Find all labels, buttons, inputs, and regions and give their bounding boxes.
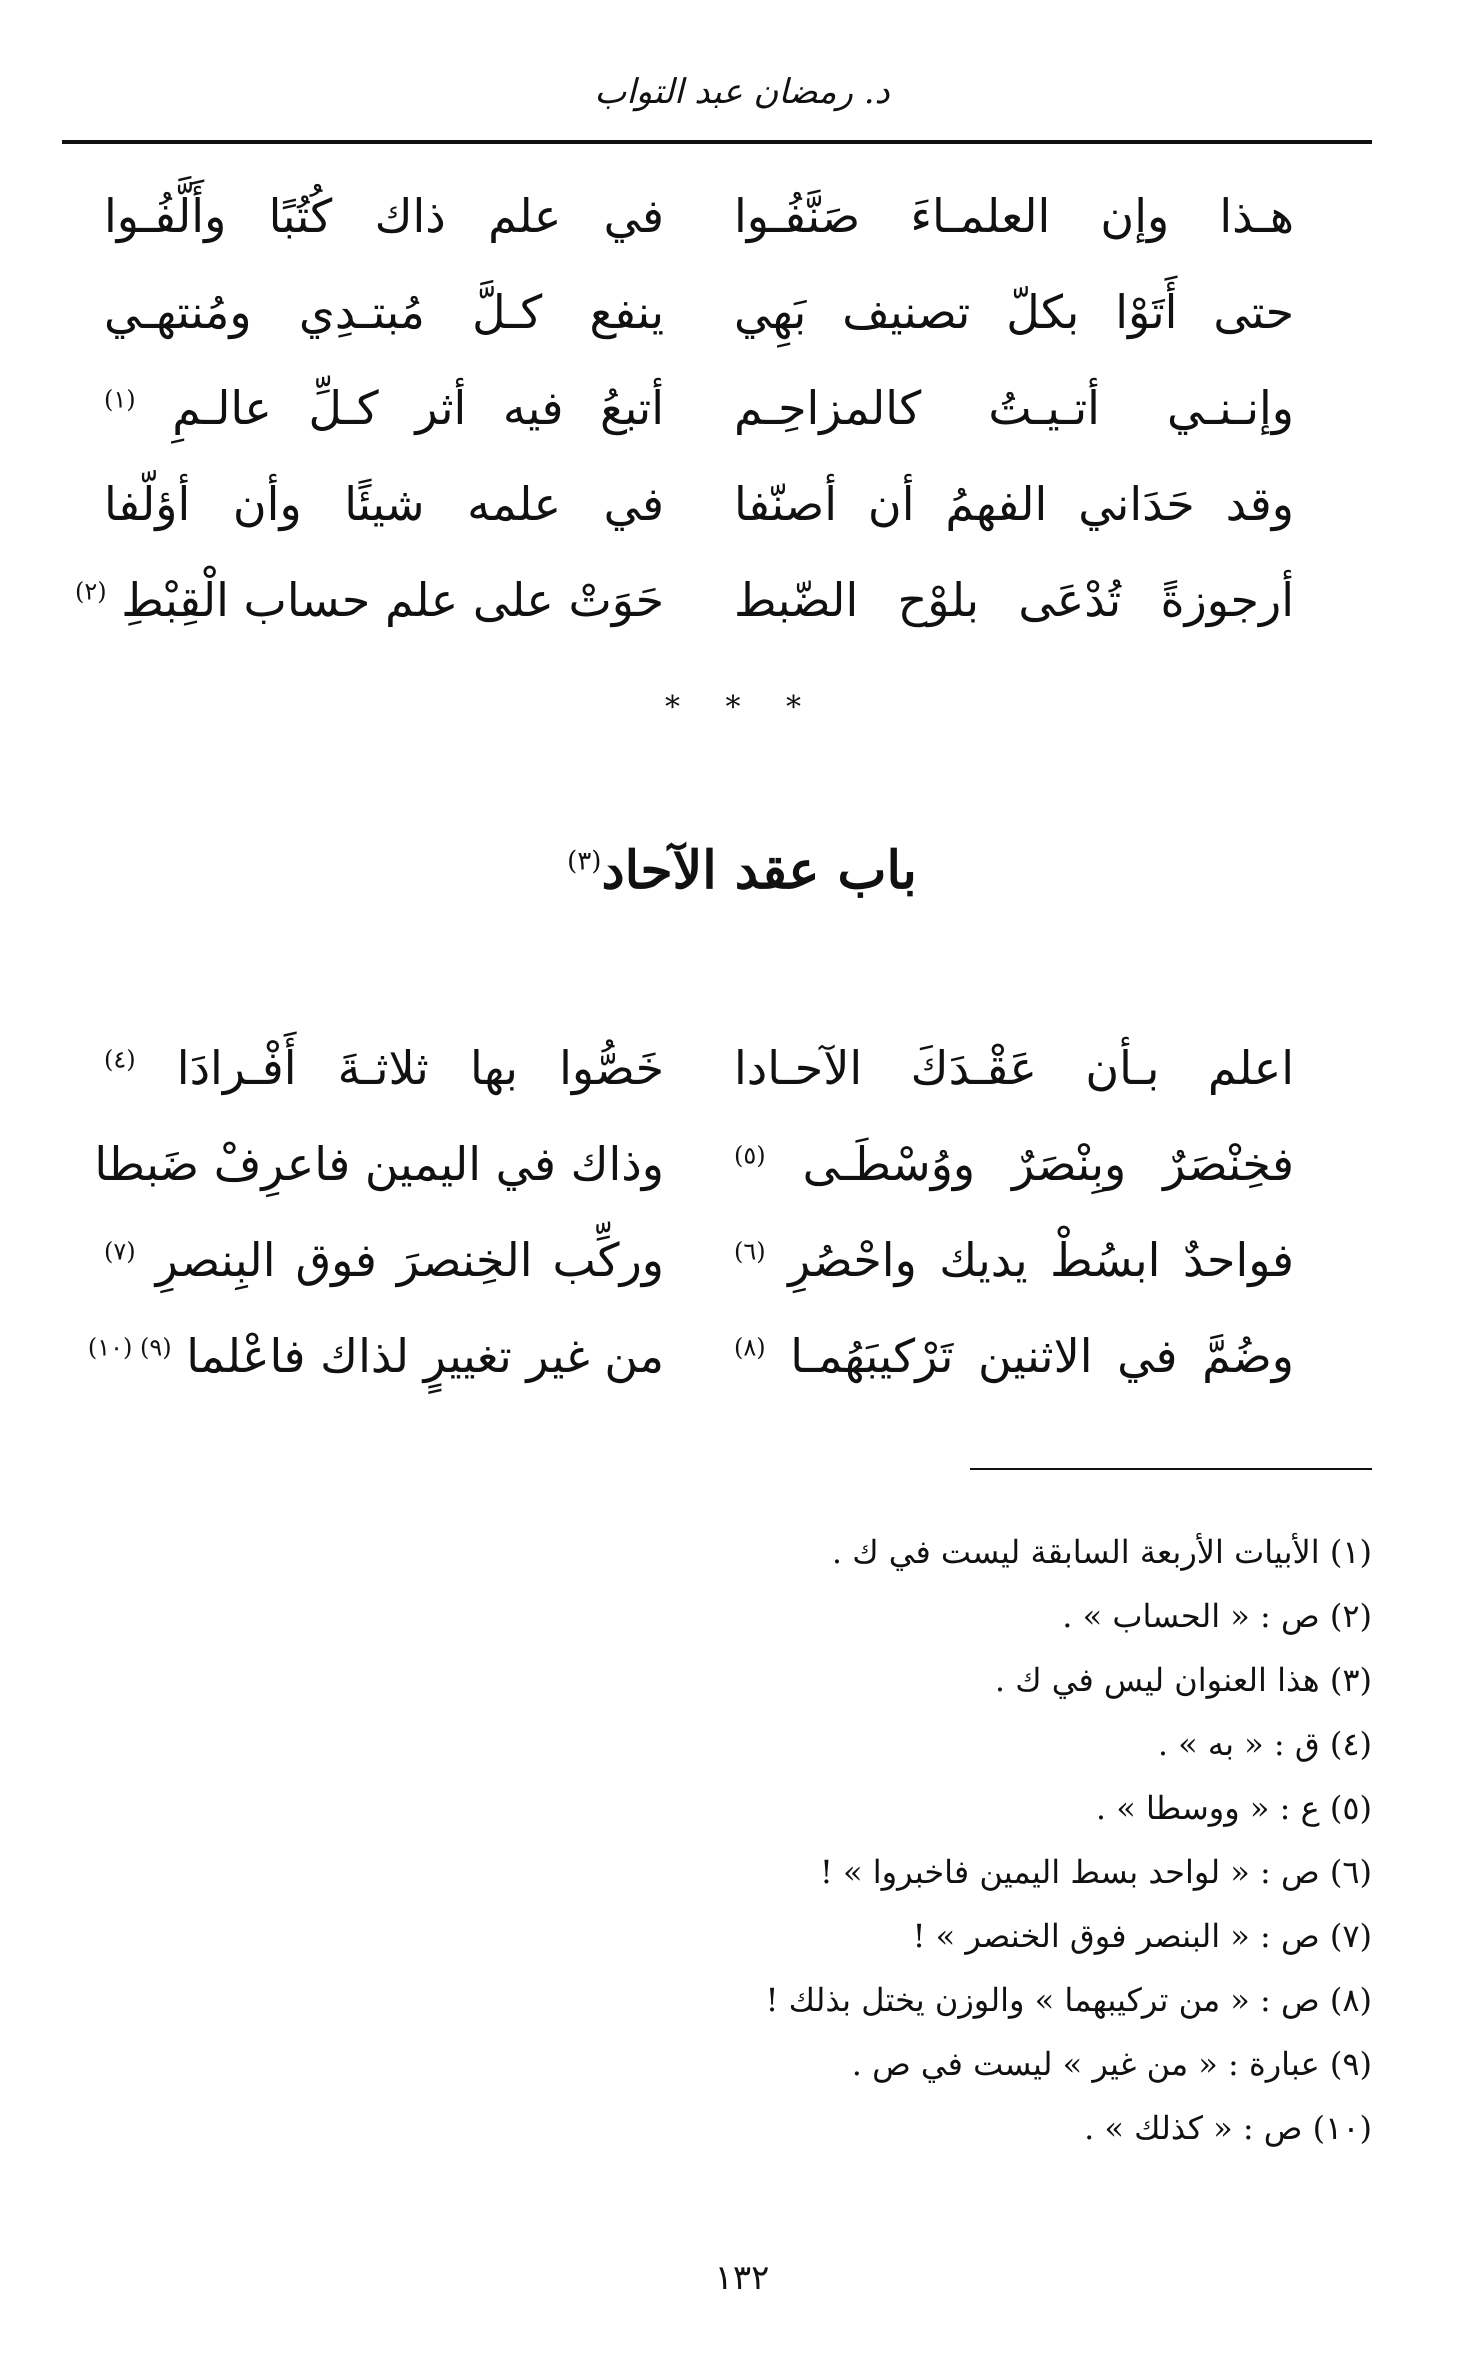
hemistich-text: وإنـنـي أتـيـتُ كالمزاحِـم (734, 381, 1294, 435)
verse-second-hemistich (94, 1116, 664, 1212)
hemistich-text: وقد حَدَاني الفهمُ أن أصنّفا (734, 477, 1294, 531)
verse-first-hemistich (734, 552, 1294, 648)
section-heading (0, 840, 1484, 901)
verse-first-hemistich (734, 168, 1294, 264)
running-header: د. رمضان عبد التواب (594, 72, 890, 112)
footnote-item: (٥) ع : « ووسطا » . (1095, 1789, 1372, 1827)
verse-line (0, 1308, 1484, 1404)
verse-second-hemistich (104, 1020, 664, 1116)
footnote-ref: (٣) (567, 846, 602, 877)
hemistich-text: فخِنْصَرٌ وبِنْصَرٌ ووُسْطَـى (802, 1137, 1294, 1191)
hemistich-text: وذاك في اليمين فاعرِفْ ضَبطا (94, 1137, 664, 1191)
hemistich-text: ينفع كـلَّ مُبتـدِي ومُنتهـي (104, 285, 664, 339)
hemistich-text: من غير تغييرٍ لذاك فاعْلما (186, 1329, 664, 1383)
hemistich-text: أرجوزةً تُدْعَى بلوْح الضّبط (734, 573, 1294, 627)
hemistich-text: فواحدٌ ابسُطْ يديك واحْصُرِ (788, 1233, 1294, 1287)
header-rule (62, 140, 1372, 144)
footnote-ref: (٤) (104, 1045, 136, 1074)
footnote-item: (٣) هذا العنوان ليس في ك . (994, 1661, 1372, 1699)
footnote-item: (٤) ق : « به » . (1157, 1725, 1372, 1763)
verse-second-hemistich (104, 1212, 664, 1308)
hemistich-text: اعلم بـأن عَقْـدَكَ الآحـادا (734, 1041, 1294, 1095)
hemistich-text: هـذا وإن العلمـاءَ صَنَّفُـوا (734, 189, 1294, 243)
section-title: باب عقد الآحاد (601, 840, 917, 901)
verse-second-hemistich (104, 264, 664, 360)
verse-second-hemistich (104, 360, 664, 456)
verse-line (0, 264, 1484, 360)
hemistich-text: حَوَتْ على علم حساب الْقِبْطِ (121, 573, 664, 627)
footnote-item: (٢) ص : « الحساب » . (1062, 1597, 1372, 1635)
footnote-item: (٧) ص : « البنصر فوق الخنصر » ! (912, 1917, 1372, 1955)
hemistich-text: في علمه شيئًا وأن أؤلّفا (104, 477, 664, 531)
footnote-ref: (٧) (104, 1237, 136, 1266)
footnote-rule (970, 1468, 1372, 1470)
verse-first-hemistich (734, 264, 1294, 360)
section-ref-wrap (567, 840, 601, 901)
verse-first-hemistich (734, 1308, 1294, 1404)
hemistich-text: أتبعُ فيه أثر كـلِّ عالـمِ (172, 381, 665, 435)
hemistich-text: في علم ذاك كُتُبًا وأَلَّفُـوا (104, 189, 664, 243)
poem-block-top (0, 168, 1484, 648)
footnote-item: (٨) ص : « من تركيبهما » والوزن يختل بذلك ! (765, 1981, 1372, 2019)
footnote-ref: (٦) (734, 1237, 766, 1266)
footnote-item: (١٠) ص : « كذلك » . (1084, 2109, 1372, 2147)
verse-second-hemistich (104, 456, 664, 552)
footnote-ref: (٥) (734, 1141, 766, 1170)
verse-second-hemistich (75, 552, 664, 648)
verse-first-hemistich (734, 456, 1294, 552)
verse-first-hemistich (734, 1212, 1294, 1308)
poem-block-bottom (0, 1020, 1484, 1404)
footnote-ref: (٢) (75, 577, 107, 606)
verse-line (0, 168, 1484, 264)
footnote-ref: (٩) (١٠) (87, 1333, 172, 1362)
verse-second-hemistich (87, 1308, 664, 1404)
section-separator: * * * (664, 690, 820, 725)
verse-line (0, 1116, 1484, 1212)
hemistich-text: خَصُّوا بها ثلاثـةَ أَفْـرادَا (176, 1041, 664, 1095)
footnote-item: (٦) ص : « لواحد بسط اليمين فاخبروا » ! (819, 1853, 1372, 1891)
footnote-ref: (١) (104, 385, 136, 414)
hemistich-text: وضُمَّ في الاثنين تَرْكيبَهُمـا (790, 1329, 1294, 1383)
page-number: ١٣٢ (714, 2258, 770, 2298)
verse-first-hemistich (734, 1020, 1294, 1116)
verse-first-hemistich (734, 360, 1294, 456)
verse-line (0, 552, 1484, 648)
verse-line (0, 456, 1484, 552)
footnote-item: (٩) عبارة : « من غير » ليست في ص . (851, 2045, 1372, 2083)
verse-second-hemistich (104, 168, 664, 264)
footnote-item: (١) الأبيات الأربعة السابقة ليست في ك . (831, 1533, 1372, 1571)
footnotes (472, 1520, 1372, 2160)
verse-line (0, 1020, 1484, 1116)
hemistich-text: حتى أَتَوْا بكلّ تصنيف بَهِي (734, 285, 1294, 339)
footnote-ref: (٨) (734, 1333, 766, 1362)
verse-first-hemistich (734, 1116, 1294, 1212)
hemistich-text: وركِّب الخِنصرَ فوق البِنصرِ (155, 1233, 665, 1287)
verse-line (0, 1212, 1484, 1308)
verse-line (0, 360, 1484, 456)
